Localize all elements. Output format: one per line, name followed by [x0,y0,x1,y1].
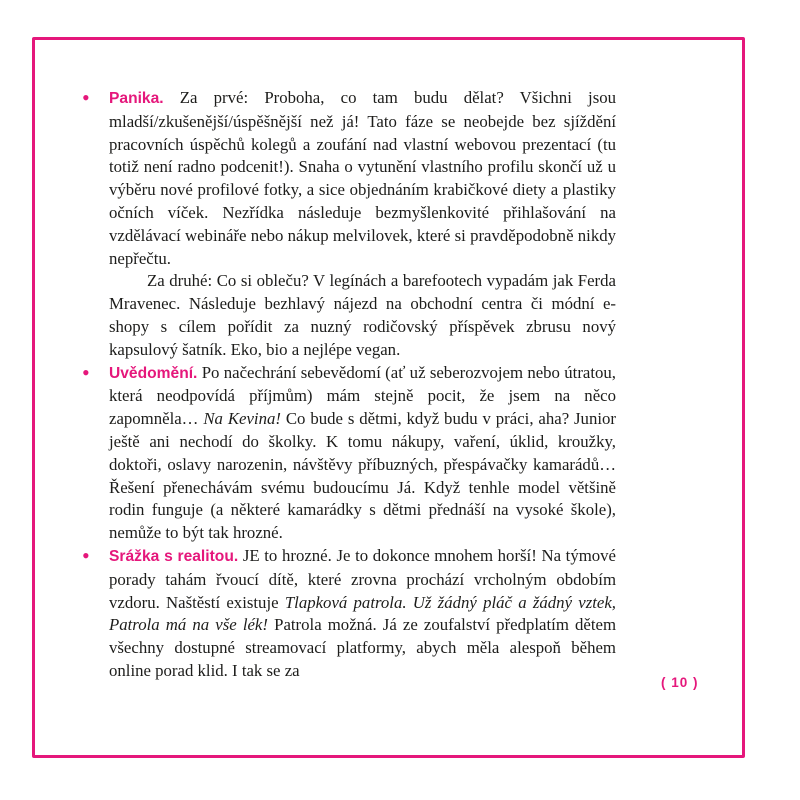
italic-text: Tlapková patrola. Už žádný pláč a žádný vztek, Patrola má na vše lék! [109,592,617,635]
paragraph: Za druhé: Co si obleču? V legínách a barefootech vypadám jak Ferda Mravenec. Následuje bezhlavý nájezd na obchodní centra či módní e-shopy s cílem pořídit za nuzný rodičovský příspěvek zbrusu nový kapsulový šatník. Eko, bio a nejlépe vegan. [109,271,616,359]
list-item-uvedomeni [82,359,616,545]
item-heading: Panika. [109,90,164,107]
paragraph-text: Patrola možná. Já ze zoufalství předplatím dětem všechny dostupné streamovací platformy, abych měla alespoň během online porad klid. I tak se za [109,615,616,680]
paragraph-text: Za prvé: Proboha, co tam budu dělat? Všichni jsou mladší/zkušenější/úspěšnější než já! Tato fáze se neobejde bez sjíždění pracovních úspěchů kolegů a zoufání nad vlastní webovou prezentací (tu totiž není radno podcenit!). Snaha o vytunění vlastního profilu skončí už u výběru nové profilové fotky, a sice objednáním krabičkové diety a plastiky očních víček. Nezřídka následuje bezmyšlenkovité přihlašování na vzdělávací webináře nebo nákup melvilovek, které si pravděpodobně nikdy nepřečtu. [109,88,616,268]
item-heading: Uvědomění. [109,364,198,382]
italic-text: Na Kevina! [203,409,281,429]
list-item-panika [82,87,616,362]
list-item-srazka [82,542,617,683]
bullet-icon: • [82,85,90,110]
paragraph [109,87,616,270]
item-heading: Srážka s realitou. [109,547,239,565]
paragraph [109,545,616,683]
paragraph-text: Co bude s dětmi, když budu v práci, aha? Junior ještě ani nechodí do školky. K tomu nákupy, vaření, úklid, kroužky, doktoři, oslavy narozenin, návštěvy příbuzných, přespávačky kamarádů… Řešení přenechávám svému budoucímu Já. Když tenhle model většině rodin funguje (a některé kamarádky s dětmi přednáší na vysoké škole), nemůže to být tak hrozné. [109,409,616,543]
paragraph-text: JE to hrozné. Je to dokonce mnohem horší! Na týmové porady tahám řvoucí dítě, které zrovna prochází vrcholným obdobím vzdoru. Naštěstí existuje [109,545,617,612]
bullet-icon: • [82,359,90,385]
body-text [82,87,616,683]
bullet-icon: • [82,542,90,568]
paragraph-text: Po načechrání sebevědomí (ať už seberozvojem nebo útratou, která neodpovídá příjmům) mám stejně pocit, že jsem na něco zapomněla… [109,362,616,429]
page-number: ( 10 ) [661,675,699,690]
paragraph [109,362,616,545]
